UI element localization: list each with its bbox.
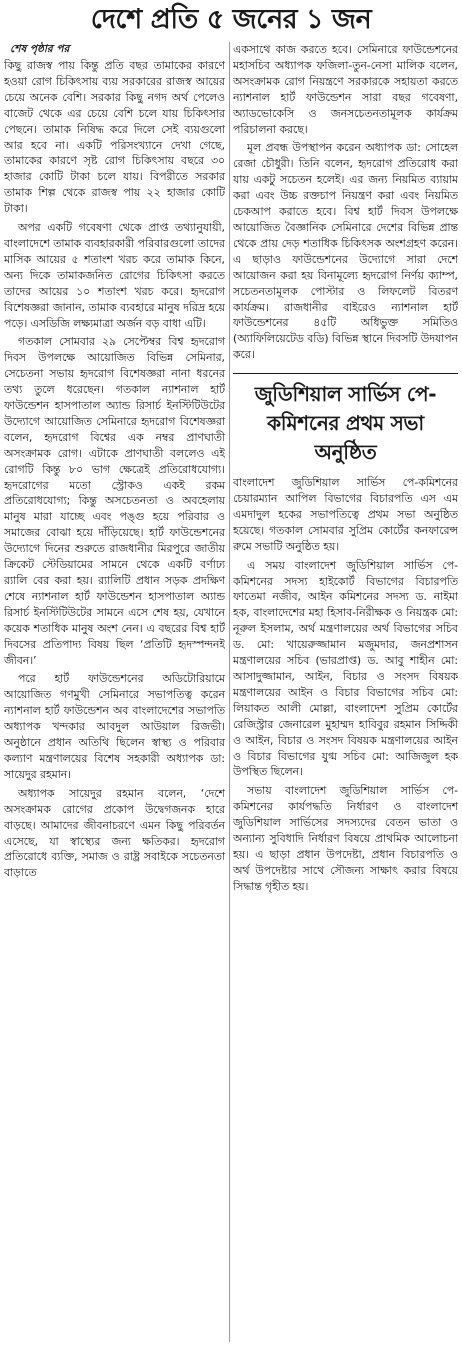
article-headline: দেশে প্রতি ৫ জনের ১ জন bbox=[90, 4, 372, 35]
paragraph: এ সময় বাংলাদেশ জুডিশিয়াল সার্ভিস পে-কমিশনের সদস্য হাইকোর্ট বিভাগের বিচারপতি ফাতেমা নজীব, আইন কমিশনের সদস্য ড. নাইমা হক, বাংলাদেশের মহা হিসাব-নিরীক্ষক ও নিয়ন্ত্রক মো: নূরুল ইসলাম, অর্থ মন্ত্রণালয়ের অর্থ বিভাগের সচিব ড. মো: খায়েরুজ্জামান মজুমদার, জনপ্রশাসন মন্ত্রণালয়ের সচিব (ভারপ্রাপ্ত) ড. আবু শাহীন মো: আসাদুজ্জামান, আইন, বিচার ও সংসদ বিষয়ক মন্ত্রণালয়ের আইন ও বিচার বিভাগের সচিব মো: লিয়াকত আলী মোল্লা, বাংলাদেশ সুপ্রিম কোর্টের রেজিস্ট্রার জেনারেল মুহাম্মদ হাবিবুর রহমান সিদ্দিকী ও আইন, বিচার ও সংসদ বিষয়ক মন্ত্রণালয়ের আইন ও বিচার বিভাগের যুগ্ম সচিব মো: আজিজুল হক উপস্থিত ছিলেন। bbox=[233, 558, 458, 779]
second-article-headline: জুডিশিয়াল সার্ভিস পে-কমিশনের প্রথম সভা অনুষ্ঠিত bbox=[233, 373, 458, 467]
paragraph: অধ্যাপক সায়েদুর রহমান বলেন, ‘দেশে অসংক্রামক রোগের প্রকোপ উদ্বেগজনক হারে বাড়ছে। আমাদের জীবনাচরণে এমন কিছু পরিবর্তন এসেছে, যা স্বাস্থ্যের জন্য ক্ষতিকর। হৃদরোগ প্রতিরোধে ব্যক্তি, সমাজ ও রাষ্ট্র সবাইকে সচেতনতা বাড়াতে bbox=[4, 786, 225, 880]
paragraph: সভায় বাংলাদেশ জুডিশিয়াল সার্ভিস পে-কমিশনের কার্যপদ্ধতি নির্ধারণ ও বাংলাদেশ জুডিশিয়াল সার্ভিসের সদস্যদের বেতন ভাতা ও অন্যান্য সুবিধাদি নির্ধারণ বিষয়ে প্রাথমিক আলোচনা হয়। এ ছাড়া প্রধান উপদেষ্টা, প্রধান বিচারপতি ও অর্থ উপদেষ্টার সাথে সৌজন্য সাক্ষাৎ করার বিষয়ে সিদ্ধান্ত গৃহীত হয়। bbox=[233, 784, 458, 893]
paragraph: অপর একটি গবেষণা থেকে প্রাপ্ত তথ্যানুযায়ী, বাংলাদেশে তামাক ব্যবহারকারী পরিবারগুলো তাদের মাসিক আয়ের ৫ শতাংশ খরচ করে তামাক কিনে, অন্য দিকে তামাকজনিত রোগের চিকিৎসা করতে তাদের আয়ের ১০ শতাংশ খরচ করে। হৃদরোগ বিশেষজ্ঞরা জানান, তামাক ব্যবহারে মানুষ দরিদ্র হয়ে পড়ে। এসডিজি লক্ষ্যমাত্রা অর্জন বড় বাধা এটি। bbox=[4, 221, 225, 330]
paragraph: কিছু রাজস্ব পায় কিন্তু প্রতি বছর তামাকের কারণে হওয়া রোগ চিকিৎসায় ব্যয় সরকারের রাজস্ব আয়ের চেয়ে অনেক বেশি। সরকার কিছু নগদ অর্থ পেলেও বাজেট থেকে এর চেয়ে বেশি চলে যায় চিকিৎসার পেছনে। তামাক নিষিদ্ধ করে দিলে সেই ব্যয়গুলো আর হবে না। একটি পরিসংখ্যানে দেখা গেছে, তামাকের কারণে সৃষ্ট রোগ চিকিৎসায় বছরে ৩০ হাজার কোটি টাকা চলে যায়। বিপরীতে সরকার তামাক শিল্প থেকে রাজস্ব পায় ২২ হাজার কোটি টাকা। bbox=[4, 59, 225, 216]
paragraph: গতকাল সোমবার ২৯ সেপ্টেম্বর বিশ্ব হৃদরোগ দিবস উপলক্ষে আয়োজিত বিভিন্ন সেমিনার, সেচেতনা সভায় হৃদরোগ বিশেষজ্ঞরা নানা ধরনের তথ্য তুলে ধরেছেন। গতকাল ন্যাশনাল হার্ট ফাউন্ডেশন হাসপাতাল অ্যান্ড রিসার্চ ইনস্টিটিউটের উদ্যোগে আয়োজিত সেমিনারে হৃদরোগ বিশেষজ্ঞরা বলেন, হৃদরোগ বিশ্বের এক নম্বর প্রাণঘাতী অসংক্রামক রোগ। এটাকে প্রাণঘাতী বললেও এই রোগটি কিন্তু ৮০ ভাগ ক্ষেত্রেই প্রতিরোধযোগ্য। হৃদরোগের মতো স্ট্রোকও একই রকম প্রতিরোধযোগ্য; কিন্তু অসচেতনতা ও অবহেলায় মানুষ মারা যাচ্ছে এবং পঙ্গু হয়ে পরিবার ও সমাজের বোঝা হয়ে দাঁড়িয়েছে। হার্ট ফাউন্ডেশনের উদ্যোগে দিনের শুরুতে রাজধানীর মিরপুরে জাতীয় ক্রিকেট স্টেডিয়ামের সামনে থেকে একটি বর্ণাঢ্য র‍্যালি বের করা হয়। র‍্যালিটি প্রধান সড়ক প্রদক্ষিণ শেষে ন্যাশনাল হার্ট ফাউন্ডেশন হাসপাতাল অ্যান্ড রিসার্চ ইনস্টিটিউটের সামনে এসে শেষ হয়, যেখানে কয়েক শতাধিক মানুষ অংশ নেন। এ বছরের বিশ্ব হার্ট দিবসের প্রতিপাদ্য বিষয় ছিল ‘প্রতিটি হৃদস্পন্দনই জীবন।’ bbox=[4, 335, 225, 667]
column-divider bbox=[229, 42, 230, 1342]
paragraph: একসাথে কাজ করতে হবে। সেমিনারে ফাউন্ডেশনের মহাসচিব অধ্যাপক ফজিলা-তুন-নেসা মালিক বলেন, অসংক্রামক রোগ নিয়ন্ত্রণে সরকারকে সহায়তা করতে ন্যাশনাল হার্ট ফাউন্ডেশন সারা বছর গবেষণা, অ্যাডভোকেসি ও জনসচেতনতামূলক কার্যক্রম পরিচালনা করছে। bbox=[233, 43, 458, 136]
paragraph: বাংলাদেশ জুডিশিয়াল সার্ভিস পে-কমিশনের চেয়ারম্যান আপিল বিভাগের বিচারপতি এস এম এমদাদুল হকের সভাপতিত্বে প্রথম সভা অনুষ্ঠিত হয়েছে। গতকাল সোমবার সুপ্রিম কোর্টের কনফারেন্স রুমে সভাটি অনুষ্ঠিত হয়। bbox=[233, 476, 458, 553]
paragraph: মূল প্রবন্ধ উপস্থাপন করেন অধ্যাপক ডা: সোহেল রেজা চৌধুরী। তিনি বলেন, হৃদরোগ প্রতিরোধ করা যায় একটু সচেতন হলেই। এর জন্য নিয়মিত ব্যায়াম করা এবং উচ্চ রক্তচাপ নিয়ন্ত্রণ করা এবং নিয়মিত চেকআপ করাতে হবে। বিশ্ব হার্ট দিবস উপলক্ষে আয়োজিত বৈজ্ঞানিক সেমিনারে দেশের বিভিন্ন প্রান্ত থেকে প্রায় দেড় শতাধিক চিকিৎসক অংশগ্রহণ করেন। এ ছাড়াও ফাউন্ডেশনের উদ্যোগে সারা দেশে আয়োজন করা হয় বিনামূল্যে হৃদরোগ নির্ণয় ক্যাম্প, সচেতনতামূলক পোস্টার ও লিফলেট বিতরণ কার্যক্রম। রাজধানীর বাইরেও ন্যাশনাল হার্ট ফাউন্ডেশনের ৪৫টি অধিভুক্ত সমিতিও (অ্যাফিলিয়েটেড বডি) বিভিন্ন স্থানে দিবসটি উদযাপন করে। bbox=[233, 141, 458, 362]
paragraph: পরে হার্ট ফাউন্ডেশনের অডিটোরিয়ামে আয়োজিত গণমুখী সেমিনারে সভাপতিত্ব করেন ন্যাশনাল হার্ট ফাউন্ডেশন অব বাংলাদেশের সভাপতি অধ্যাপক খন্দকার আবদুল আউয়াল রিজভী। অনুষ্ঠানে প্রধান অতিথি ছিলেন স্বাস্থ্য ও পরিবার কল্যাণ মন্ত্রণালয়ের বিশেষ সহকারী অধ্যাপক ডা: সায়েদুর রহমান। bbox=[4, 672, 225, 781]
right-column bbox=[233, 42, 458, 1344]
left-column bbox=[4, 42, 225, 1344]
continued-from-label: শেষ পৃষ্ঠার পর bbox=[10, 43, 70, 55]
